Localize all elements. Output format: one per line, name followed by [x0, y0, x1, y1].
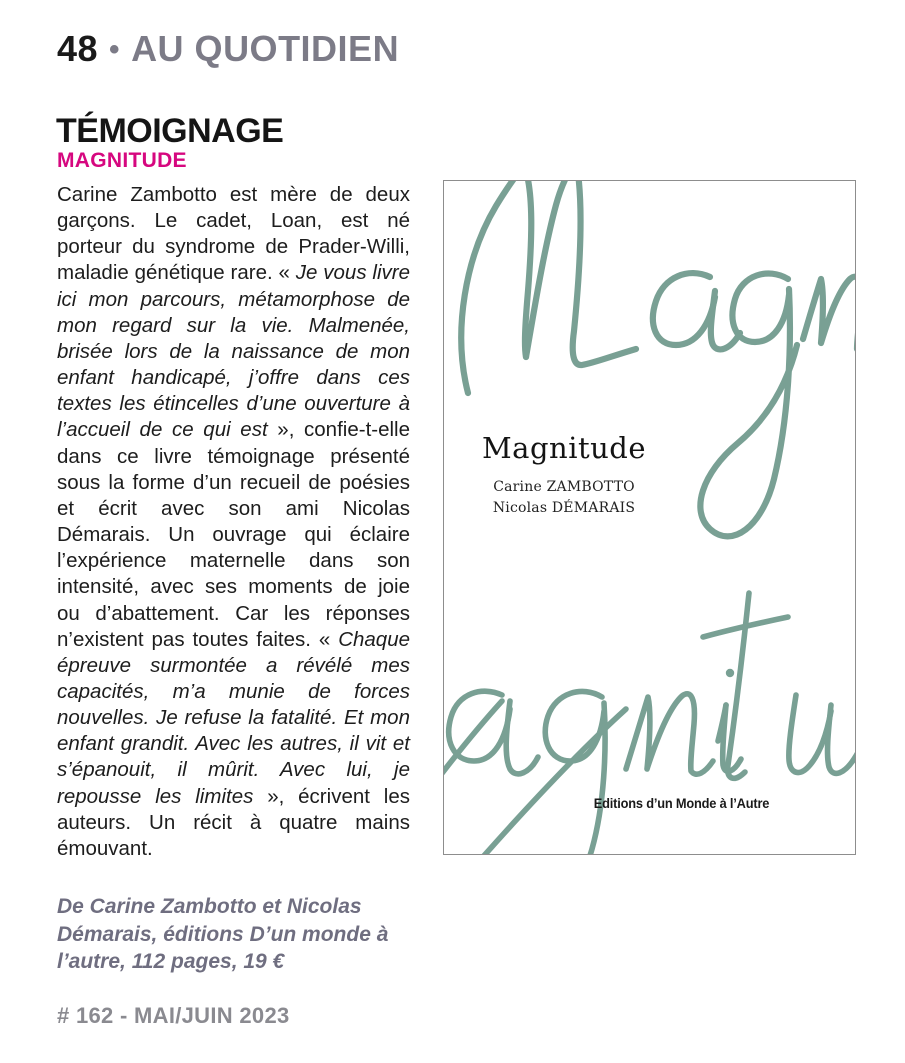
article-title: MAGNITUDE [57, 149, 187, 172]
cover-author: Nicolas DÉMARAIS [492, 500, 636, 516]
credit-line: l’autre, 112 pages, 19 € [57, 950, 285, 973]
body-quote-segment: Chaque épreuve surmontée a révélé mes capacités, m’a munie de forces nouvelles. Je refuse la fatalité. Et mon enfant grandit. Avec les autres, il vit et s’épanouit, il mûrit. Avec lui, je repousse les limites [57, 627, 410, 808]
article-credit [57, 893, 388, 976]
body-text-segment: Carine Zambotto est mère de deux garçons. Le cadet, Loan, est né porteur du syndrome de Prader-Willi, maladie génétique rare. « [57, 183, 410, 285]
body-text-segment: », écrivent les auteurs. Un récit à quatre mains émouvant. [57, 784, 411, 860]
book-cover [443, 180, 856, 855]
article-body [57, 182, 410, 862]
credit-line: De Carine Zambotto et Nicolas [57, 895, 362, 918]
issue-footer: # 162 - MAI/JUIN 2023 [57, 1003, 290, 1028]
page-header [57, 28, 399, 70]
cover-publisher: Editions d’un Monde à l’Autre [593, 796, 770, 811]
article-kicker: TÉMOIGNAGE [56, 112, 284, 150]
cover-authors [444, 477, 684, 519]
credit-line: Démarais, éditions D’un monde à [57, 922, 389, 946]
section-title: AU QUOTIDIEN [131, 28, 400, 69]
body-text-segment: », confie-t-elle dans ce livre témoignage présenté sous la forme d’un recueil de poésies et écrit avec son ami Nicolas Démarais. Un ouvrage qui éclaire l’expérience maternelle dans son intensité, avec ses moments de joie ou d’abattement. Car les réponses n’existent pas toutes faites. « [57, 418, 410, 651]
script-word-bottom [444, 593, 856, 855]
header-bullet-icon: • [109, 33, 121, 66]
cover-title: Magnitude [481, 431, 647, 465]
body-quote-segment: Je vous livre ici mon parcours, métamorphose de mon regard sur la vie. Malmenée, brisée lors de la naissance de mon enfant handicapé, j’offre dans ces textes les étincelles d’une ouverture à l’accueil de ce qui est [57, 261, 411, 442]
page-number: 48 [57, 28, 99, 69]
cover-author: Carine ZAMBOTTO [493, 479, 635, 495]
